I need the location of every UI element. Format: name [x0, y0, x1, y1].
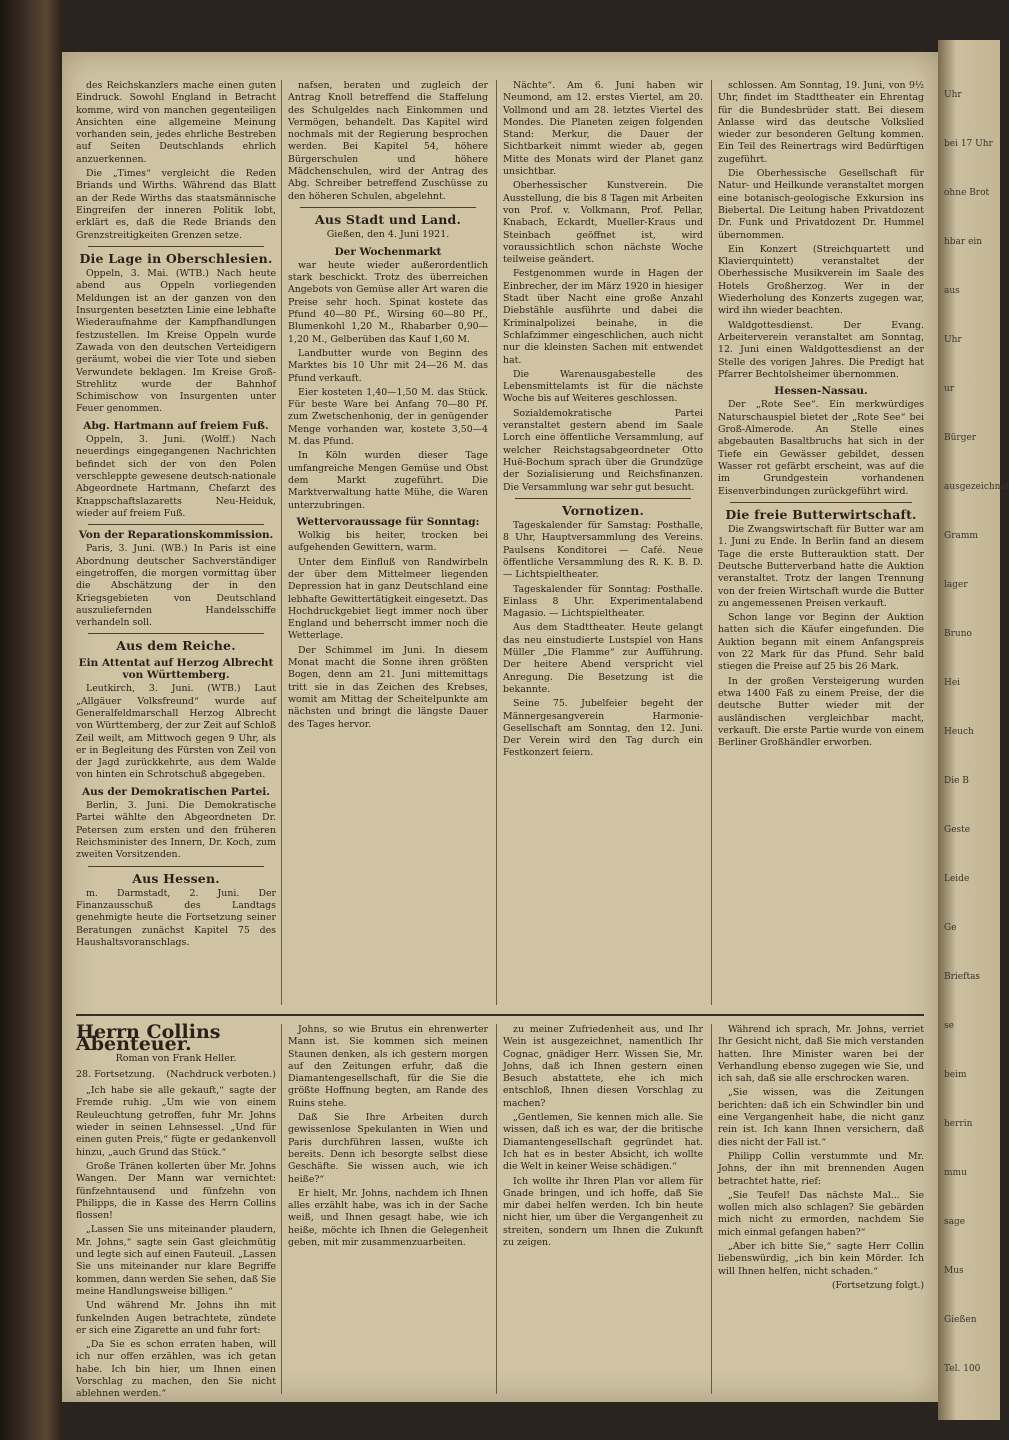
- headline-hessen: Aus Hessen.: [132, 870, 220, 886]
- headline-demokraten: Aus der Demokratischen Partei.: [82, 785, 270, 798]
- article-text: Die Oberhessische Gesellschaft für Natur- und Heilkunde veranstaltet morgen eine botanisch-geologische Exkursion ins Biebertal. Die Leitung haben Privatdozent Dr. Funk und Privatdozent Dr. Hummel übernommen.: [718, 168, 924, 241]
- book-binding: [0, 0, 62, 1440]
- article-text: m. Darmstadt, 2. Juni. Der Finanzausschuß des Landtags genehmigte heute die Fortsetzung seiner Beratungen zunächst Kapitel 75 des Haushaltsvoranschlags.: [76, 887, 276, 948]
- edge-fragment: ur: [944, 384, 955, 394]
- headline-hartmann: Abg. Hartmann auf freiem Fuß.: [83, 419, 269, 432]
- article-text: Sozialdemokratische Partei veranstaltet gestern abend im Saale Lorch eine öffentliche Versammlung, auf welcher Reichstagsabgeordneter Otto Huë-Bochum sprach über die Grundzüge der Sozialisierung und Reichsfinanzen. Die Versammlung war sehr gut besucht.: [503, 407, 703, 493]
- divider: [88, 633, 264, 634]
- installment-number: 28. Fortsetzung.: [76, 1068, 155, 1080]
- novel-text: zu meiner Zufriedenheit aus, und Ihr Wein ist ausgezeichnet, namentlich Ihr Cognac, gnädiger Herr. Wissen Sie, Mr. Johns, daß ich Ihnen gestern einen Besuch abstattete, ehe ich mich entschloß, Ihnen diesen Vorschlag zu machen?: [503, 1024, 703, 1109]
- feuilleton-column-2: [288, 1024, 488, 1394]
- novel-text: „Sie wissen, was die Zeitungen berichten: daß ich ein Schwindler bin und eine Vergangenheit habe, die nicht ganz rein ist. Ich kann Ihnen versichern, daß dies nicht der Fall ist.“: [718, 1087, 924, 1148]
- continued-notice: (Fortsetzung folgt.): [831, 1279, 924, 1291]
- edge-fragment: Die B: [944, 776, 969, 786]
- novel-text: „Gentlemen, Sie kennen mich alle. Sie wissen, daß ich es war, der die britische Diamantengesellschaft gegründet hat. Ich hat es in bester Absicht, ich wollte die Welt in keiner Weise schädigen.“: [503, 1112, 703, 1173]
- article-text: Aus dem Stadttheater. Heute gelangt das neu einstudierte Lustspiel von Hans Müller „Die Flamme“ zur Aufführung. Der heitere Abend verspricht viel Anregung. Die Besetzung ist die bekannte.: [503, 622, 703, 695]
- reprint-notice: (Nachdruck verboten.): [166, 1068, 276, 1080]
- novel-text: Große Tränen kollerten über Mr. Johns Wangen. Der Mann war vernichtet: fünfzehntausend und fünfzehn von Philipps, die in Kasse des Herrn Collins flossen!: [76, 1160, 276, 1222]
- headline-attentat: Ein Attentat auf Herzog Albrecht von Württemberg.: [78, 656, 274, 682]
- article-text: war heute wieder außerordentlich stark beschickt. Trotz des überreichen Angebots von Gemüse aller Art waren die Preise sehr hoch. Spinat kostete das Pfund 40—80 Pf., Wirsing 60—80 Pf., Blumenkohl 1,20 M., Rhabarber 0,90—1,20 M., Gelberüben das Kauf 1,60 M.: [288, 259, 488, 345]
- edge-fragment: Gießen: [944, 1315, 977, 1325]
- column-3: [503, 80, 703, 1005]
- novel-text: „Ich habe sie alle gekauft,“ sagte der Fremde ruhig. „Um wie von einem Reuleuchtung getroffen, fuhr Mr. Johns wieder in seinen Lehnsessel. „Und für einen guten Preis,“ fügte er gedankenvoll hinzu, „auch Grund das Stück.“: [76, 1085, 276, 1158]
- novel-text: „Da Sie es schon erraten haben, will ich nur offen erzählen, was ich getan habe. Ich bin hier, um Ihnen einen Vorschlag zu machen, den Sie nicht ablehnen werden.“: [76, 1339, 276, 1400]
- edge-fragment: ausgezeichnet: [944, 482, 1009, 492]
- edge-fragment: Uhr: [944, 335, 962, 345]
- edge-fragment: Leide: [944, 874, 970, 884]
- installment-line: [76, 1069, 276, 1081]
- edge-fragment: sage: [944, 1217, 966, 1227]
- divider: [88, 866, 264, 867]
- article-text: Ein Konzert (Streichquartett und Klavierquintett) veranstaltet der Oberhessische Musikverein im Saale des Hotels Großherzog. Wer in der Wiederholung des Konzerts zugegen war, wird ihn wieder beachten.: [718, 243, 924, 317]
- headline-oberschlesien: Die Lage in Oberschlesien.: [79, 250, 273, 266]
- edge-fragment: mmu: [944, 1168, 967, 1178]
- feuilleton-column-4: [718, 1024, 924, 1394]
- feuilleton-section: [76, 1021, 924, 1400]
- divider: [730, 502, 912, 503]
- novel-text: „Aber ich bitte Sie,“ sagte Herr Collin liebenswürdig, „ich bin kein Mörder. Ich will Ihnen helfen, nicht schaden.“: [718, 1241, 924, 1277]
- feuilleton-column-1: [76, 1021, 276, 1400]
- article-text: Landbutter wurde von Beginn des Marktes bis 10 Uhr mit 24—26 M. das Pfund verkauft.: [288, 347, 488, 384]
- divider: [88, 524, 264, 525]
- divider: [300, 207, 476, 208]
- article-text: Leutkirch, 3. Juni. (WTB.) Laut „Allgäuer Volksfreund“ wurde auf Generalfeldmarschall Herzog Albrecht von Württemberg, der zur Zeit auf Schloß Zeil weilt, am Mittwoch gegen 9 Uhr, als er in Begleitung des Fürsten von Zeil von der Jagd zurückkehrte, aus dem Walde von hinten ein Schrotschuß abgegeben.: [76, 683, 276, 781]
- edge-fragment: beim: [944, 1070, 967, 1080]
- feuilleton-column-3: [503, 1024, 703, 1394]
- headline-reparation: Von der Reparationskommission.: [78, 529, 274, 542]
- novel-text: „Sie Teufel! Das nächste Mal... Sie wollen mich also schlagen? Sie gebärden mich nicht zu ermorden, nachdem Sie mich einmal gefangen haben?“: [718, 1189, 924, 1238]
- article-text: Oppeln, 3. Mai. (WTB.) Nach heute abend aus Oppeln vorliegenden Meldungen ist an der ganzen von den Insurgenten besetzten Linie eine lebhafte Wiederaufnahme der Kampfhandlungen festzustellen. Im Kreise Oppeln wurde Zawada von den deutschen Verteidigern geräumt, wobei die vier Tote und sieben Verwundete beklagen. Im Kreise Groß-Strehlitz wurde der Bahnhof Schimischow von Insurgenten unter Feuer genommen.: [76, 268, 276, 415]
- article-text: Seine 75. Jubelfeier begeht der Männergesangverein Harmonie-Gesellschaft am Sonntag, den 12. Juni. Der Verein wird den Tag durch ein Festkonzert feiern.: [503, 698, 703, 759]
- article-text: Berlin, 3. Juni. Die Demokratische Partei wählte den Abgeordneten Dr. Petersen zum ersten und den früheren Reichsminister des Innern, Dr. Koch, zum zweiten Vorsitzenden.: [76, 800, 276, 861]
- edge-fragment: Uhr: [944, 90, 962, 100]
- headline-wetter: Wettervoraussage für Sonntag:: [296, 515, 480, 528]
- edge-fragment: aus: [944, 286, 960, 296]
- novel-text: Er hielt, Mr. Johns, nachdem ich Ihnen alles erzählt habe, was ich in der Sache weiß, und Ihnen gesagt habe, wie ich heiße, möchte ich Ihnen die Gelegenheit geben, mit mir zusammenzuarbeiten.: [288, 1187, 488, 1249]
- article-text: Oppeln, 3. Juni. (Wolff.) Nach neuerdings eingegangenen Nachrichten befindet sich der von den Polen verschleppte gewesene deutsch-nationale Abgeordnete Hartmann, Chefarzt des Knappschaftslazaretts Neu-Heiduk, wieder auf freiem Fuß.: [76, 434, 276, 519]
- article-text: Nächte“. Am 6. Juni haben wir Neumond, am 12. erstes Viertel, am 20. Vollmond und am 28. letztes Viertel des Mondes. Die Planeten zeigen folgenden Stand: Merkur, die Dauer der Sichtbarkeit nimmt wieder ab, gegen Mitte des Monats wird der Planet ganz unsichtbar.: [503, 80, 703, 178]
- novel-text: Während ich sprach, Mr. Johns, verriet Ihr Gesicht nicht, daß Sie mich verstanden hatten. Ihre Minister waren bei der Verhandlung ebenso zugegen wie Sie, und ich sah, daß sie alle erschrocken waren.: [718, 1024, 924, 1085]
- edge-fragment: Geste: [944, 825, 971, 835]
- article-text: Festgenommen wurde in Hagen der Einbrecher, der im März 1920 in hiesiger Stadt über Nacht eine große Anzahl Diebstähle ausführte und dabei die Kriminalpolizei beinahe, in die Schlafzimmer eingeschlichen, auch nicht nur die kleinsten Sachen mit entwendet hat.: [503, 268, 703, 366]
- novel-text: Johns, so wie Brutus ein ehrenwerter Mann ist. Sie kommen sich meinen Staunen denken, als ich gestern morgen auf den Zeitungen erfuhr, daß die Diamantengesellschaft, für die Sie die größte Hoffnung begten, am Rande des Ruins stehe.: [288, 1024, 488, 1109]
- article-text: In der großen Versteigerung wurden etwa 1400 Faß zu einem Preise, der die deutsche Butter wieder mit der ausländischen vergleichbar macht, verkauft. Die erste Partie wurde von einem Berliner Großhändler erworben.: [718, 675, 924, 749]
- article-text: Paris, 3. Juni. (WB.) In Paris ist eine Abordnung deutscher Sachverständiger eingetroffen, die morgen vormittag über die Abschätzung der in den Kriegsgebieten von Deutschland auszuliefernden Handelsschiffe verhandeln soll.: [76, 543, 276, 629]
- edge-fragment: lager: [944, 580, 968, 590]
- novel-text: Philipp Collin verstummte und Mr. Johns, der ihn mit brennenden Augen betrachtet hatte, rief:: [718, 1150, 924, 1187]
- edge-fragment: Brieftas: [944, 972, 981, 982]
- article-text: Tageskalender für Samstag: Posthalle, 8 Uhr, Hauptversammlung des Vereins. Paulsens Konditorei — Café. Neue öffentliche Versammlung des R. K. B. D. — Lichtspieltheater.: [503, 520, 703, 581]
- novel-text: Ich wollte ihr Ihren Plan vor allem für Gnade bringen, und ich hoffe, daß Sie mir dabei helfen werden. Ich bin heute nicht hier, um über die Vergangenheit zu streiten, sondern um Ihnen die Zukunft zu zeigen.: [503, 1175, 703, 1249]
- novel-subtitle: Roman von Frank Heller.: [115, 1052, 237, 1064]
- newspaper-page: [62, 52, 938, 1402]
- headline-reich: Aus dem Reiche.: [116, 638, 236, 654]
- article-text: nafsen, beraten und zugleich der Antrag Knoll betreffend die Staffelung des Schulgeldes nach Einkommen und Vermögen, behandelt. Das Kapitel wird nochmals mit der Regierung besprochen werden. Bei Kapitel 54, höhere Bürgerschulen und höhere Mädchenschulen, wird der Antrag des Abg. Schreiber betreffend Zuschüsse zu den höheren Schulen, abgelehnt.: [288, 80, 488, 202]
- article-text: Die Zwangswirtschaft für Butter war am 1. Juni zu Ende. In Berlin fand an diesem Tage die erste Butterauktion statt. Der Deutsche Butterverband hatte die Auktion veranstaltet. Trotz der langen Trennung von der freien Wirtschaft wurde die Butter zu angemessenen Preisen verkauft.: [718, 524, 924, 609]
- headline-vornotizen: Vornotizen.: [561, 502, 645, 518]
- article-text: Schon lange vor Beginn der Auktion hatten sich die Käufer eingefunden. Die Auktion begann mit einem Anfangspreis von 22 Mark für das Pfund. Sehr bald stiegen die Preise auf 25 bis 26 Mark.: [718, 612, 924, 673]
- article-text: des Reichskanzlers mache einen guten Eindruck. Sowohl England in Betracht komme, wird von manchen gegenteiligen Ansichten eine allgemeine Meinung vorhanden sein, jedes ehrliche Bestreben auf Seiten Deutschlands ehrlich anzuerkennen.: [76, 80, 276, 165]
- article-text: Wolkig bis heiter, trocken bei aufgehenden Gewittern, warm.: [288, 530, 488, 554]
- article-text: schlossen. Am Sonntag, 19. Juni, von 9½ Uhr, findet im Stadttheater ein Ehrentag für die Bundesbrüder statt. Bei diesem Anlasse wird das deutsche Volkslied wieder zur besonderen Geltung kommen. Ein Teil des Reinertrags wird Bedürftigen zugeführt.: [718, 80, 924, 165]
- article-text: Unter dem Einfluß von Randwirbeln der über dem Mittelmeer liegenden Depression hat in ganz Deutschland eine lebhafte Gewittertätigkeit eingesetzt. Das Hochdruckgebiet liegt immer noch über England und beherrscht immer noch die Wetterlage.: [288, 556, 488, 642]
- headline-butterwirtschaft: Die freie Butterwirtschaft.: [725, 506, 917, 522]
- novel-title: Herrn Collins Abenteuer.: [76, 1021, 221, 1056]
- article-text: Die „Times“ vergleicht die Reden Briands und Wirths. Während das Blatt an der Rede Wirths das staatsmännische Eingreifen der inneren Politik lobt, erklärt es, daß die Rede Briands den Grenzstreitigkeiten Grenzen setze.: [76, 168, 276, 241]
- divider: [88, 246, 264, 247]
- dateline: Gießen, den 4. Juni 1921.: [326, 229, 450, 241]
- article-text: Der „Rote See“. Ein merkwürdiges Naturschauspiel bietet der „Rote See“ bei Groß-Almerode. An Stelle eines abgebauten Basaltbruchs hat sich in der Tiefe ein Gewässer gebildet, dessen Wasser rot gefärbt erscheint, was auf die im Grundgestein vorhandenen Eisenverbindungen zurückgeführt wird.: [718, 399, 924, 497]
- article-text: Der Schimmel im Juni. In diesem Monat macht die Sonne ihren größten Bogen, denn am 21. Juni mittemittags tritt sie in das Zeichen des Krebses, womit am Mittag der Scheitelpunkte am nächsten und bringt die längste Dauer des Tages hervor.: [288, 644, 488, 730]
- feuilleton-rule: [76, 1014, 924, 1016]
- novel-text: „Lassen Sie uns miteinander plaudern, Mr. Johns,“ sagte sein Gast gleichmütig und legte sich auf einen Fauteuil. „Lassen Sie uns miteinander nur klare Begriffe kommen, dann werden Sie sehen, daß Sie meine Handlungsweise billigen.“: [76, 1224, 276, 1297]
- edge-fragment: Tel. 100: [944, 1364, 981, 1374]
- edge-fragment: Bruno: [944, 629, 972, 639]
- article-text: In Köln wurden dieser Tage umfangreiche Mengen Gemüse und Obst dem Markt zugeführt. Die Marktverwaltung hatte Mühe, die Waren unterzubringen.: [288, 450, 488, 511]
- novel-text: Daß Sie Ihre Arbeiten durch gewissenlose Spekulanten in Wien und Paris durchführen lassen, wußte ich bereits. Denn ich besorgte selbst diese Geschäfte. Sie wissen auch, wie ich heiße?“: [288, 1112, 488, 1185]
- article-text: Oberhessischer Kunstverein. Die Ausstellung, die bis 8 Tagen mit Arbeiten von Prof. v. Volkmann, Prof. Pellar, Knabach, Eckardt, Mueller-Kraus und Steinbach geöffnet ist, wird voraussichtlich schon nächste Woche teilweise geändert.: [503, 180, 703, 266]
- headline-stadt-und-land: Aus Stadt und Land.: [314, 211, 462, 227]
- edge-fragment: Mus: [944, 1266, 964, 1276]
- edge-fragment: bei 17 Uhr: [944, 139, 993, 149]
- edge-fragment: Bürger: [944, 433, 977, 443]
- next-page-edge: [938, 40, 1009, 1420]
- edge-fragment: ohne Brot: [944, 188, 990, 198]
- edge-fragment: hbar ein: [944, 237, 983, 247]
- edge-fragment: se: [944, 1021, 954, 1031]
- article-text: Tageskalender für Sonntag: Posthalle. Einlass 8 Uhr. Experimentalabend Magasio. — Lichtspieltheater.: [503, 583, 703, 620]
- article-text: Die Warenausgabestelle des Lebensmittelamts ist für die nächste Woche bis auf Weiteres geschlossen.: [503, 368, 703, 405]
- divider: [515, 498, 691, 499]
- column-1: [76, 80, 276, 1005]
- edge-fragment: Hei: [944, 678, 961, 688]
- headline-hessen-nassau: Hessen-Nassau.: [774, 385, 868, 398]
- edge-fragment: Ge: [944, 923, 957, 933]
- edge-fragment: Heuch: [944, 727, 974, 737]
- column-4: [718, 80, 924, 1005]
- edge-fragment: Gramm: [944, 531, 978, 541]
- article-text: Eier kosteten 1,40—1,50 M. das Stück. Für beste Ware bei Anfang 70—80 Pf. zum Zwetschenhonig, der in genügender Menge vorhanden war, kostete 3,50—4 M. das Pfund.: [288, 386, 488, 448]
- news-columns: [76, 80, 924, 1005]
- article-text: Waldgottesdienst. Der Evang. Arbeiterverein veranstaltet am Sonntag, 12. Juni einen Waldgottesdienst an der Stelle des vorigen Jahres. Die Predigt hat Pfarrer Bechtolsheimer übernommen.: [718, 319, 924, 380]
- column-2: [288, 80, 488, 1005]
- edge-fragment: herrin: [944, 1119, 973, 1129]
- novel-text: Und während Mr. Johns ihn mit funkelnden Augen betrachtete, zündete er sich eine Zigarette an und fuhr fort:: [76, 1300, 276, 1336]
- headline-wochenmarkt: Der Wochenmarkt: [334, 245, 442, 258]
